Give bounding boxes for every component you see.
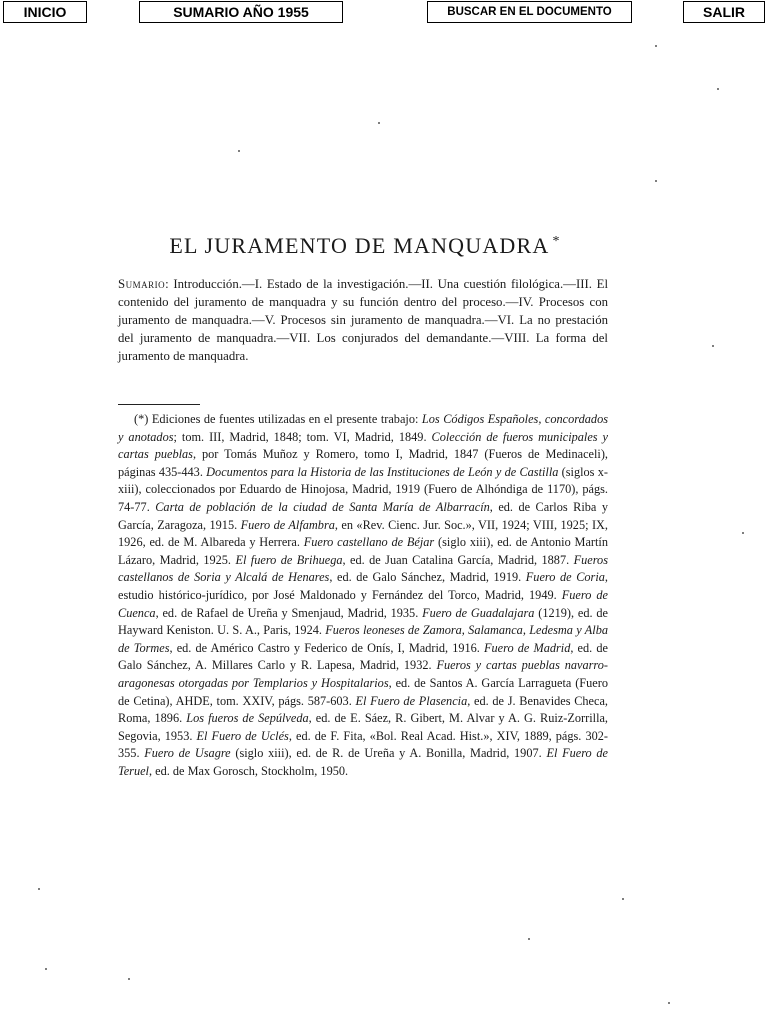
footnote — [118, 411, 608, 780]
footnote-title-segment: Los fueros de Sepúlveda — [186, 711, 309, 726]
footnote-title-segment: El Fuero de Plasencia — [355, 693, 468, 708]
article-title-text: EL JURAMENTO DE MANQUADRA — [169, 233, 550, 258]
footnote-title-segment: El fuero de Brihuega — [235, 552, 343, 567]
article-title — [0, 233, 730, 259]
title-footnote-mark: * — [552, 233, 561, 249]
summary-lead: Sumario — [118, 277, 166, 291]
scan-speck — [655, 45, 657, 47]
scan-speck — [38, 888, 40, 890]
footnote-marker: (*) — [134, 412, 149, 426]
footnote-text-segment: , ed. de Galo Sánchez, Madrid, 1919. — [329, 570, 526, 585]
footnote-title-segment: Fueros y cartas pueblas navarro-aragonesas otorgadas por Templarios y Hospitalarios — [118, 658, 608, 690]
scan-speck — [668, 1002, 670, 1004]
scan-speck — [622, 898, 624, 900]
footnote-text-segment: (1219), ed. de Hayward Keniston. U. S. A., Paris, 1924. — [118, 605, 608, 638]
footnote-text-segment: Ediciones de fuentes utilizadas en el presente trabajo: — [148, 412, 422, 426]
scan-speck — [528, 938, 530, 940]
footnote-title-segment: Fuero de Guadalajara — [422, 605, 535, 620]
footnote-title-segment: Colección de fueros municipales y cartas pueblas — [118, 429, 609, 462]
summary-body: : Introducción.—I. Estado de la investigación.—II. Una cuestión filológica.—III. El contenido del juramento de manquadra y su función dentro del proceso.—IV. Procesos con juramento de manquadra.—V. Procesos sin juramento de manquadra.—VI. La no prestación del juramento de manquadra.—VII. Los conjurados del demandante.—VIII. La forma del juramento de manquadra. — [118, 277, 608, 363]
footnote-text-segment: , estudio histórico-jurídico, por José Maldonado y Fernández del Torco, Madrid, 1949. — [118, 570, 608, 602]
footnote-text-segment: (siglo xiii), ed. de Antonio Martín Lázaro, Madrid, 1925. — [118, 535, 608, 567]
scan-speck — [655, 180, 657, 182]
scan-speck — [712, 345, 714, 347]
footnote-title-segment: Fuero de Madrid — [484, 640, 571, 655]
footnote-title-segment: Los Códigos Españoles, concordados y anotados — [118, 412, 608, 444]
scan-speck — [742, 532, 744, 534]
footnote-title-segment: Fuero de Coria — [525, 570, 605, 585]
footnote-title-segment: Fuero de Cuenca — [118, 587, 608, 620]
footnote-text-segment: , ed. de J. Benavides Checa, Roma, 1896. — [118, 693, 609, 726]
footnote-text-segment: , ed. de F. Fita, «Bol. Real Acad. Hist.», XIV, 1889, págs. 302-355. — [118, 728, 608, 761]
footnote-title-segment: Documentos para la Historia de las Instituciones de León y de Castilla — [206, 464, 559, 479]
inicio-button[interactable]: INICIO — [3, 1, 87, 23]
footnote-divider — [118, 404, 200, 405]
footnote-title-segment: Fuero de Alfambra — [240, 517, 335, 532]
footnote-title-segment: El Fuero de Teruel — [118, 746, 609, 778]
scan-speck — [45, 968, 47, 970]
footnote-text-segment: , ed. de Santos A. García Larragueta (Fuero de Cetina), AHDE, tom. XXIV, págs. 587-603. — [118, 675, 608, 708]
footnote-text-segment: , en «Rev. Cienc. Jur. Soc.», VII, 1924; VIII, 1925; IX, 1926, ed. de M. Albareda y Herrera. — [118, 517, 608, 550]
footnote-title-segment: Carta de población de la ciudad de Santa María de Albarracín — [155, 499, 490, 514]
footnote-title-segment: Fueros leoneses de Zamora, Salamanca, Ledesma y Alba de Tormes — [118, 623, 608, 655]
footnote-text-segment: (siglo xiii), ed. de R. de Ureña y A. Bonilla, Madrid, 1907. — [230, 746, 547, 761]
footnote-text-segment: , ed. de Max Gorosch, Stockholm, 1950. — [148, 763, 349, 778]
scan-speck — [238, 150, 240, 152]
sumario-button[interactable]: SUMARIO AÑO 1955 — [139, 1, 343, 23]
scan-speck — [128, 978, 130, 980]
footnote-text-segment: , ed. de Américo Castro y Federico de Onís, I, Madrid, 1916. — [169, 640, 485, 655]
scan-speck — [378, 122, 380, 124]
footnote-text-segment: , por Tomás Muñoz y Romero, tomo I, Madrid, 1847 (Fueros de Medinaceli), páginas 435-443. — [118, 447, 608, 479]
footnote-title-segment: El Fuero de Uclés — [196, 728, 289, 743]
summary — [118, 275, 608, 365]
buscar-button[interactable]: BUSCAR EN EL DOCUMENTO — [427, 1, 632, 23]
footnote-text-segment: , ed. de Carlos Riba y García, Zaragoza, 1915. — [118, 499, 608, 532]
footnote-title-segment: Fueros castellanos de Soria y Alcalá de Henares — [118, 552, 608, 585]
footnote-text-segment: , ed. de Galo Sánchez, A. Millares Carlo y R. Lapesa, Madrid, 1932. — [118, 640, 608, 673]
footnote-text-segment: ; tom. III, Madrid, 1848; tom. VI, Madrid, 1849. — [173, 429, 432, 444]
footnote-text-segment: , ed. de Rafael de Ureña y Smenjaud, Madrid, 1935. — [155, 605, 423, 620]
salir-button[interactable]: SALIR — [683, 1, 765, 23]
scan-speck — [717, 88, 719, 90]
footnote-title-segment: Fuero castellano de Béjar — [303, 535, 435, 550]
footnote-text-segment: , ed. de E. Sáez, R. Gibert, M. Alvar y A. G. Ruiz-Zorrilla, Segovia, 1953. — [118, 711, 609, 743]
footnote-text-segment: (siglos x-xiii), coleccionados por Eduardo de Hinojosa, Madrid, 1919 (Fuero de Alhóndiga de 1170), págs. 74-77. — [118, 464, 608, 514]
footnote-title-segment: Fuero de Usagre — [144, 746, 231, 761]
footnote-text-segment: , ed. de Juan Catalina García, Madrid, 1887. — [342, 552, 574, 567]
